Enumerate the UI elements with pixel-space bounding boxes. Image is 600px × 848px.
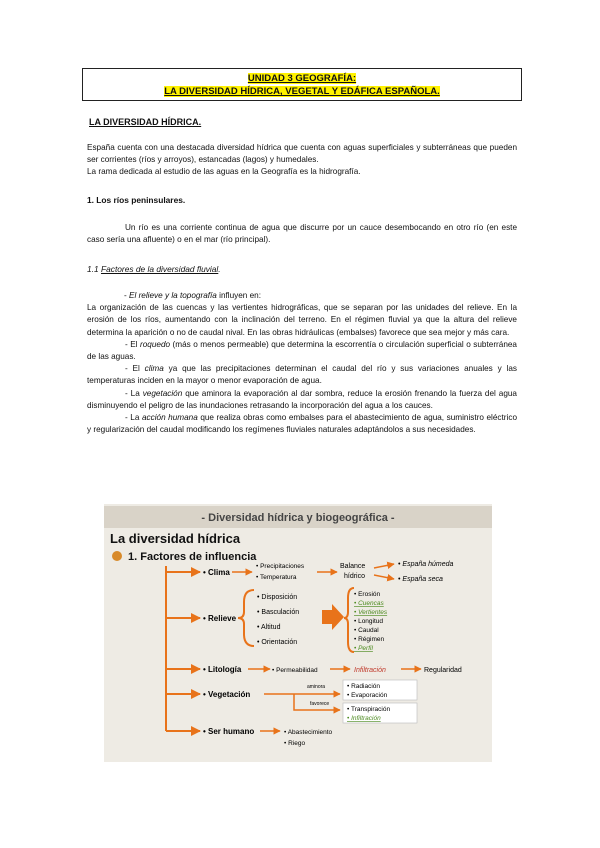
veg-em: vegetación bbox=[142, 388, 183, 398]
regularidad: Regularidad bbox=[424, 667, 462, 674]
human-item-1: • Abastecimiento bbox=[284, 729, 333, 736]
human-em: acción humana bbox=[141, 413, 198, 423]
relieve-item-4: • Orientación bbox=[257, 639, 298, 646]
relieve-item-3: • Altitud bbox=[257, 624, 281, 631]
human-b: que realiza obras como embalses para el abastecimiento de agua, suministro eléctrico y regularización del caudal modificando los regímenes fluviales naturales adaptándolos a sus necesidades. bbox=[87, 413, 517, 435]
permeabilidad: • Permeabilidad bbox=[272, 667, 318, 674]
veg-a-item-1: • Radiación bbox=[347, 683, 380, 690]
result-5: • Caudal bbox=[354, 627, 379, 634]
node-vegetacion: • Vegetación bbox=[203, 690, 251, 699]
veg-b: que aminora la evaporación al dar sombra, reduce la erosión frenando la fuerza del agua disminuyendo el peligro de las inundaciones retrasando la incorporación del agua a los cauces. bbox=[87, 388, 517, 410]
factors-heading-text: Factores de la diversidad fluvial bbox=[100, 264, 219, 274]
balance-1: Balance bbox=[340, 563, 366, 570]
relief-a: - bbox=[124, 291, 130, 300]
diagram-title: La diversidad hídrica bbox=[110, 531, 241, 546]
node-relieve: • Relieve bbox=[203, 614, 237, 623]
result-2: • Cuencas bbox=[354, 600, 384, 607]
node-clima: • Clima bbox=[203, 568, 230, 577]
clima-b: ya que las precipitaciones determinan el caudal del río y sus variaciones anuales y las temperaturas inciden en la mayor o menor evaporación de agua. bbox=[87, 364, 517, 386]
factors-heading-num: 1.1 bbox=[87, 264, 101, 274]
clima-item-2: • Temperatura bbox=[256, 574, 297, 581]
balance-2: hídrico bbox=[344, 573, 366, 580]
factors-heading bbox=[87, 264, 221, 274]
human-a: - La bbox=[125, 413, 142, 423]
roquedo-a: - El bbox=[125, 339, 140, 349]
node-litologia: • Litología bbox=[203, 665, 242, 674]
clima-a: - El bbox=[125, 364, 145, 374]
factors-body bbox=[87, 290, 517, 436]
intro-p2: La rama dedicada al estudio de las aguas en la Geografía es la hidrografía. bbox=[87, 167, 361, 177]
relieve-item-2: • Basculación bbox=[257, 609, 300, 616]
relief-text: La organización de las cuencas y las vertientes hidrográficas, que se separan por las unidades del relieve. En la erosión de los ríos, aumentando con la inclinación del terreno. En el régimen fluvial ya que la altura del relieve determina la aparición o no de caudal nival. En las obras hidráulicas (embalses) favorece que sea mejor y más cara. bbox=[87, 303, 517, 337]
roquedo-text bbox=[87, 339, 517, 363]
unit-title-box bbox=[82, 68, 522, 101]
veg-a: - La bbox=[125, 388, 143, 398]
human-text bbox=[87, 412, 517, 436]
rivers-heading: 1. Los ríos peninsulares. bbox=[87, 195, 186, 205]
clima-em: clima bbox=[144, 364, 164, 374]
label-favorece: favorece bbox=[310, 701, 330, 707]
result-7: • Perfil bbox=[354, 645, 373, 652]
roquedo-em: roquedo bbox=[140, 339, 171, 349]
factors-heading-dot: . bbox=[218, 264, 221, 274]
espana-humeda: • España húmeda bbox=[398, 561, 454, 568]
result-6: • Régimen bbox=[354, 636, 385, 643]
result-1: • Erosión bbox=[354, 591, 381, 598]
river-definition: Un río es una corriente continua de agua que discurre por un cauce desembocando en otro río (en este caso sería una afluente) o en el mar (río principal). bbox=[87, 223, 517, 245]
label-aminora: aminora bbox=[307, 684, 326, 690]
vegetacion-text bbox=[87, 388, 517, 412]
diagram-banner: - Diversidad hídrica y biogeográfica - bbox=[201, 512, 395, 524]
veg-b-item-1: • Transpiración bbox=[347, 706, 391, 713]
infiltracion: Infiltración bbox=[354, 667, 386, 674]
result-4: • Longitud bbox=[354, 618, 384, 625]
human-item-2: • Riego bbox=[284, 740, 306, 747]
relief-intro bbox=[87, 290, 517, 302]
relief-em: El relieve y la topografía bbox=[129, 291, 217, 300]
roquedo-b: (más o menos permeable) que determina la escorrentía o circulación superficial o subterránea de las aguas. bbox=[87, 339, 517, 362]
relieve-item-1: • Disposición bbox=[257, 594, 298, 601]
intro-p1: España cuenta con una destacada diversidad hídrica que cuenta con aguas superficiales y subterráneas que pueden ser corrientes (ríos y arroyos), estancadas (lagos) y humedales. bbox=[87, 143, 517, 165]
veg-a-item-2: • Evaporación bbox=[347, 692, 388, 699]
clima-text bbox=[87, 363, 517, 387]
result-3: • Vertientes bbox=[354, 609, 388, 616]
veg-b-item-2: • Infiltración bbox=[347, 715, 381, 722]
unit-title-line2: LA DIVERSIDAD HÍDRICA, VEGETAL Y EDÁFICA ESPAÑOLA. bbox=[164, 86, 440, 97]
diagram-subtitle: 1. Factores de influencia bbox=[128, 551, 257, 563]
hydro-diagram bbox=[104, 504, 492, 762]
espana-seca: • España seca bbox=[398, 576, 443, 583]
unit-title-line1: UNIDAD 3 GEOGRAFÍA: bbox=[247, 73, 357, 84]
node-ser-humano: • Ser humano bbox=[203, 727, 255, 736]
clima-item-1: • Precipitaciones bbox=[256, 563, 305, 570]
hydro-diagram-svg bbox=[104, 504, 492, 762]
relief-b: influyen en: bbox=[216, 291, 262, 300]
intro-paragraph bbox=[87, 142, 517, 179]
section-title: LA DIVERSIDAD HÍDRICA. bbox=[89, 117, 202, 127]
bullet-circle-icon bbox=[112, 551, 122, 561]
